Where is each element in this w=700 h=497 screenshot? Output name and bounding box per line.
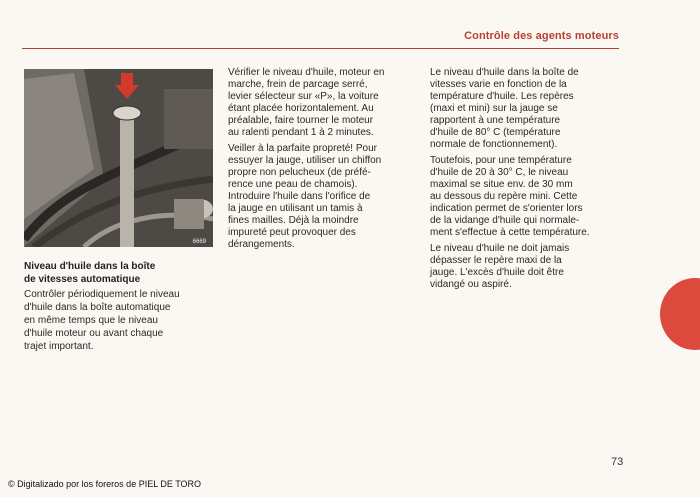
paragraph: Vérifier le niveau d'huile, moteur en marche, frein de parcage serré, levier sélecteur sur «P», la voiture étant placée horizontalement. Au préalable, faire tourner le moteur au ralenti pendant 1 à 2 minutes. (228, 67, 385, 138)
caption-heading: Niveau d'huile dans la boîte de vitesses automatique (24, 261, 156, 285)
engine-bay-photo (24, 69, 213, 247)
paragraph: Toutefois, pour une température d'huile de 20 à 30° C, le niveau maximal se situe env. de 30 mm au dessous du repère mini. Cette indication permet de s'orienter lors de la vidange d'huile qui normale- ment s'effectue à cette température. (430, 155, 590, 238)
paragraph: Veiller à la parfaite propreté! Pour essuyer la jauge, utiliser un chiffon propre non pelucheux (de préfé- rence une peau de chamois). Introduire l'huile dans l'orifice de la jauge en utilisant un tamis à fines mailles. Déjà la moindre impureté peut provoquer des dérangements. (228, 143, 382, 250)
thumb-index-tab (660, 278, 700, 350)
text-column-2 (228, 67, 424, 255)
paragraph: Le niveau d'huile ne doit jamais dépasser le repère maxi de la jauge. L'excès d'huile doit être vidangé ou aspiré. (430, 243, 570, 290)
header-rule (22, 48, 619, 49)
page-number: 73 (611, 456, 624, 468)
section-title: Contrôle des agents moteurs (464, 30, 619, 42)
footer-credit: © Digitalizado por los foreros de PIEL DE TORO (8, 479, 202, 489)
paragraph: Le niveau d'huile dans la boîte de vitesses varie en fonction de la température d'huile. Les repères (maxi et mini) sur la jauge se rapportent à une température d'huile de 80° C (température normale de fonctionnement). (430, 67, 579, 150)
photo-label: 6669 (192, 239, 206, 245)
caption-body: Contrôler périodiquement le niveau d'huile dans la boîte automatique en même temps que le niveau d'huile moteur ou avant chaque trajet important. (24, 289, 180, 352)
text-column-3 (430, 67, 626, 295)
